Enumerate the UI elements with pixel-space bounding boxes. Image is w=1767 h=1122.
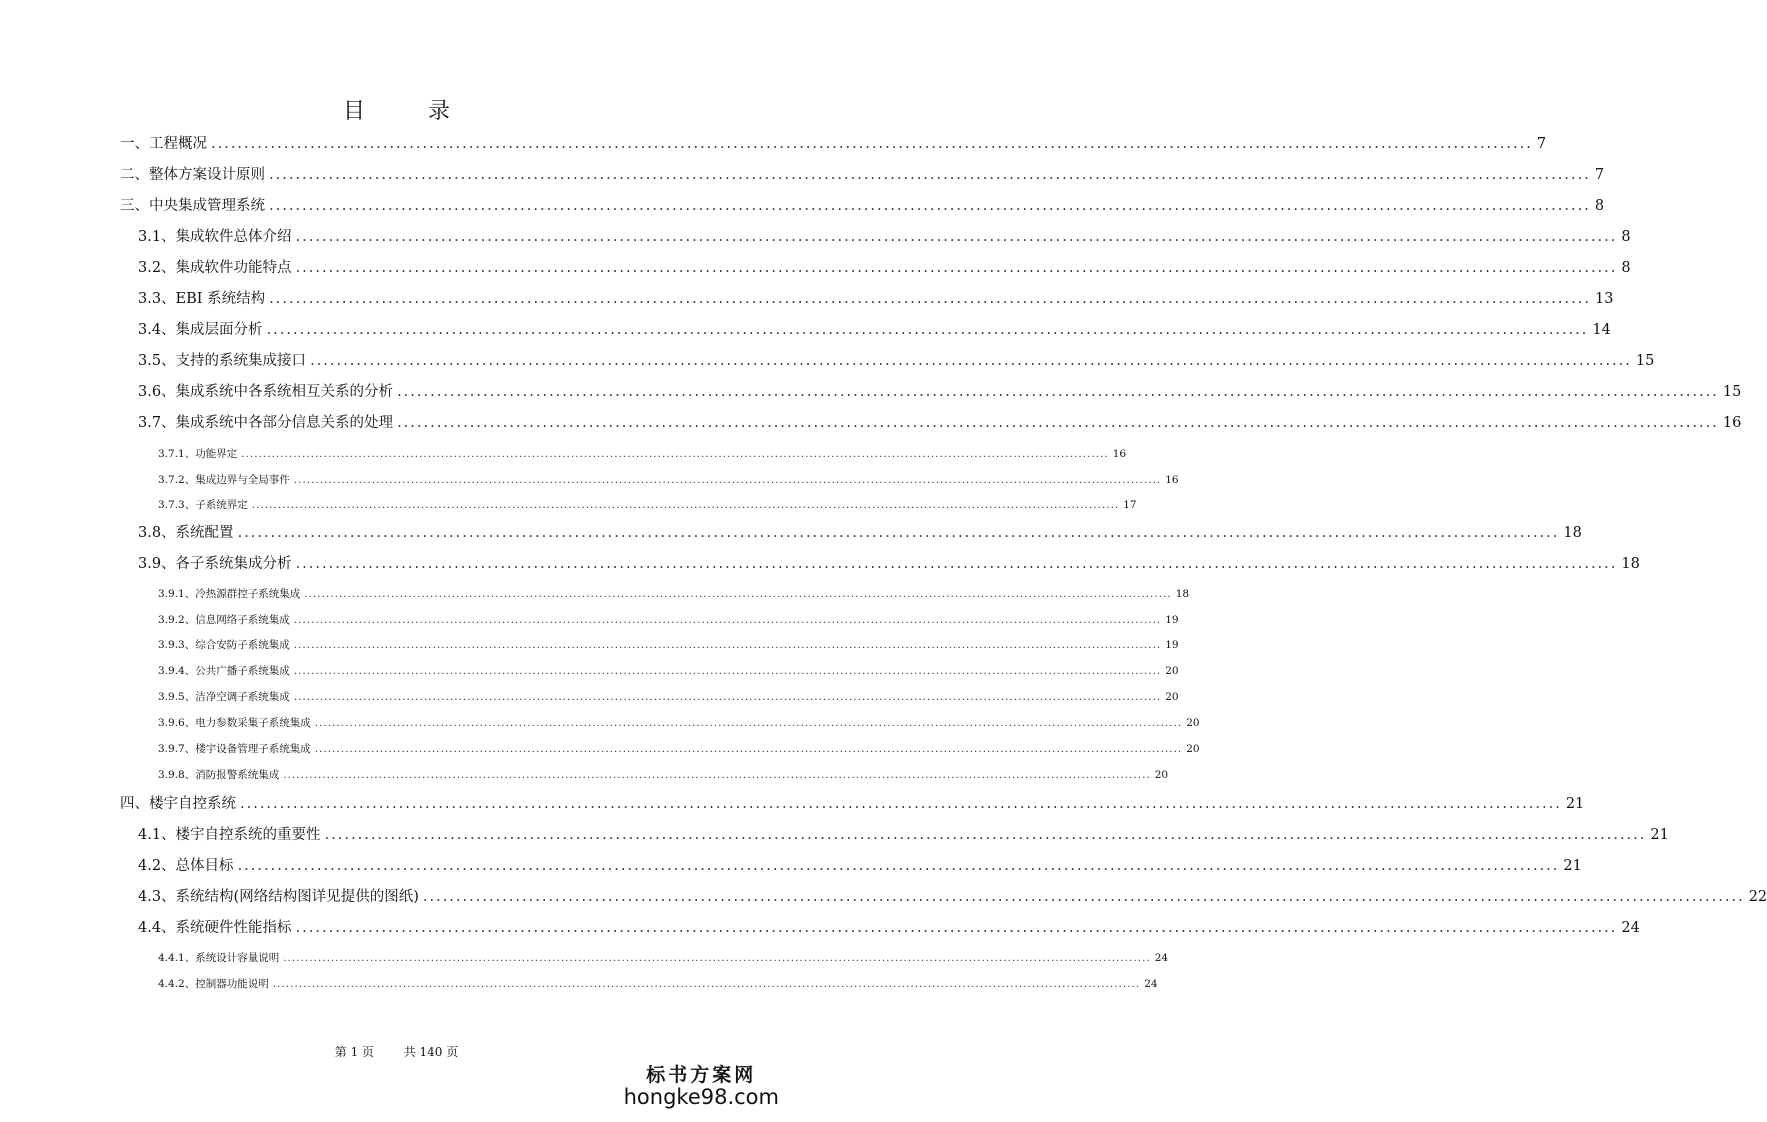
watermark-name: 标书方案网 xyxy=(646,1064,757,1086)
toc-leader-dots: ........................................................................................................................................................................................................ xyxy=(422,889,1745,905)
toc-entry-page: 8 xyxy=(1594,198,1605,214)
toc-entry-label: 3.1、集成软件总体介绍 xyxy=(138,229,292,245)
toc-leader-dots: ........................................................................................................................................................................................................ xyxy=(293,474,1162,486)
toc-entry[interactable] xyxy=(138,380,1742,401)
toc-entry-label: 4.4.1、系统设计容量说明 xyxy=(158,952,280,964)
toc-entry-page: 18 xyxy=(1621,556,1640,572)
toc-entry[interactable] xyxy=(158,446,1127,461)
toc-entry-label: 四、楼宇自控系统 xyxy=(120,796,236,812)
toc-entry[interactable] xyxy=(120,194,1605,215)
toc-entry-label: 3.9.3、综合安防子系统集成 xyxy=(158,639,290,651)
toc-entry-label: 3.7.1、功能界定 xyxy=(158,448,238,460)
toc-leader-dots: ........................................................................................................................................................................................................ xyxy=(295,556,1618,572)
toc-entry-page: 22 xyxy=(1748,889,1767,905)
toc-entry[interactable] xyxy=(158,715,1200,730)
toc-entry-label: 4.4.2、控制器功能说明 xyxy=(158,978,269,990)
toc-leader-dots: ........................................................................................................................................................................................................ xyxy=(314,717,1183,729)
toc-entry[interactable] xyxy=(138,318,1611,339)
toc-entry-label: 4.4、系统硬件性能指标 xyxy=(138,920,292,936)
toc-entry-page: 15 xyxy=(1635,353,1655,369)
toc-entry-label: 三、中央集成管理系统 xyxy=(120,198,265,214)
toc-entry-page: 21 xyxy=(1563,858,1582,874)
toc-entry-label: 4.3、系统结构(网络结构图详见提供的图纸) xyxy=(138,889,419,905)
toc-leader-dots: ........................................................................................................................................................................................................ xyxy=(269,198,1591,214)
toc-entry[interactable] xyxy=(138,552,1640,573)
page-footer xyxy=(0,1043,793,1060)
toc-entry-label: 3.7.3、子系统界定 xyxy=(158,499,248,511)
toc-leader-dots: ........................................................................................................................................................................................................ xyxy=(269,167,1591,183)
toc-leader-dots: ........................................................................................................................................................................................................ xyxy=(283,952,1151,964)
toc-leader-dots: ........................................................................................................................................................................................................ xyxy=(241,448,1109,460)
toc-entry[interactable] xyxy=(158,586,1190,601)
toc-entry-label: 3.8、系统配置 xyxy=(138,525,234,541)
toc-entry-label: 3.9、各子系统集成分析 xyxy=(138,556,292,572)
toc-entry-page: 8 xyxy=(1621,229,1631,245)
toc-leader-dots: ........................................................................................................................................................................................................ xyxy=(397,384,1719,400)
toc-leader-dots: ........................................................................................................................................................................................................ xyxy=(324,827,1647,843)
toc-entry-label: 3.2、集成软件功能特点 xyxy=(138,260,292,276)
toc-entry-page: 17 xyxy=(1123,499,1137,511)
toc-entry-label: 3.9.6、电力参数采集子系统集成 xyxy=(158,717,311,729)
toc-leader-dots: ........................................................................................................................................................................................................ xyxy=(272,978,1141,990)
toc-entry-page: 20 xyxy=(1165,691,1179,703)
toc-entry-page: 24 xyxy=(1144,978,1158,990)
watermark xyxy=(624,1060,779,1109)
toc-leader-dots: ........................................................................................................................................................................................................ xyxy=(237,858,1560,874)
total-pages: 共 140 页 xyxy=(403,1045,459,1059)
toc-entry-page: 20 xyxy=(1186,743,1200,755)
toc-entry[interactable] xyxy=(120,132,1547,153)
toc-entry-label: 4.1、楼宇自控系统的重要性 xyxy=(138,827,321,843)
toc-entry-label: 3.3、EBI 系统结构 xyxy=(138,291,266,307)
toc-leader-dots: ........................................................................................................................................................................................................ xyxy=(295,920,1618,936)
toc-entry-page: 21 xyxy=(1650,827,1669,843)
toc-leader-dots: ........................................................................................................................................................................................................ xyxy=(310,353,1632,369)
toc-leader-dots: ........................................................................................................................................................................................................ xyxy=(283,769,1151,781)
toc-entry[interactable] xyxy=(158,976,1158,991)
toc-entry[interactable] xyxy=(138,916,1640,937)
toc-leader-dots: ........................................................................................................................................................................................................ xyxy=(304,588,1172,600)
toc-entry-page: 7 xyxy=(1594,167,1605,183)
toc-entry-page: 16 xyxy=(1112,448,1127,460)
toc-entry-page: 16 xyxy=(1722,415,1742,431)
toc-leader-dots: ........................................................................................................................................................................................................ xyxy=(314,743,1183,755)
toc-entry-label: 3.9.8、消防报警系统集成 xyxy=(158,769,280,781)
toc-entry-label: 3.9.2、信息网络子系统集成 xyxy=(158,614,290,626)
toc-entry[interactable] xyxy=(158,612,1179,627)
toc-entry-page: 20 xyxy=(1154,769,1169,781)
toc-entry-label: 3.7.2、集成边界与全局事件 xyxy=(158,474,290,486)
toc-entry-page: 14 xyxy=(1592,322,1611,338)
toc-entry-page: 20 xyxy=(1165,665,1179,677)
toc-entry-label: 3.9.1、冷热源群控子系统集成 xyxy=(158,588,301,600)
toc-entry-page: 16 xyxy=(1165,474,1179,486)
toc-entry[interactable] xyxy=(158,472,1179,487)
toc-entry-label: 3.6、集成系统中各系统相互关系的分析 xyxy=(138,384,394,400)
toc-entry-label: 二、整体方案设计原则 xyxy=(120,167,265,183)
toc-leader-dots: ........................................................................................................................................................................................................ xyxy=(293,691,1162,703)
toc-entry[interactable] xyxy=(158,741,1200,756)
toc-entry[interactable] xyxy=(138,411,1742,432)
toc-leader-dots: ........................................................................................................................................................................................................ xyxy=(240,796,1562,812)
toc-entry[interactable] xyxy=(158,637,1179,652)
toc-entry-label: 3.9.4、公共广播子系统集成 xyxy=(158,665,290,677)
toc-entry-page: 13 xyxy=(1594,291,1614,307)
toc-entry-page: 15 xyxy=(1722,384,1742,400)
toc-entry[interactable] xyxy=(138,349,1655,370)
toc-entry-label: 3.7、集成系统中各部分信息关系的处理 xyxy=(138,415,394,431)
toc-entry-page: 7 xyxy=(1536,136,1547,152)
toc-entry[interactable] xyxy=(158,767,1169,782)
toc-entry[interactable] xyxy=(138,225,1631,246)
toc-entry[interactable] xyxy=(138,854,1582,875)
toc-entry-page: 18 xyxy=(1563,525,1582,541)
toc-entry-page: 8 xyxy=(1621,260,1631,276)
toc-entry-label: 一、工程概况 xyxy=(120,136,207,152)
toc-leader-dots: ........................................................................................................................................................................................................ xyxy=(293,639,1162,651)
toc-entry[interactable] xyxy=(138,287,1614,308)
toc-entry[interactable] xyxy=(158,950,1169,965)
toc-entry-label: 3.5、支持的系统集成接口 xyxy=(138,353,307,369)
toc-entry-page: 24 xyxy=(1621,920,1640,936)
page-number: 第 1 页 xyxy=(334,1045,375,1059)
toc-entry[interactable] xyxy=(158,663,1179,678)
toc-leader-dots: ........................................................................................................................................................................................................ xyxy=(237,525,1560,541)
toc-entry[interactable] xyxy=(138,885,1767,906)
toc-entry-label: 3.4、集成层面分析 xyxy=(138,322,263,338)
toc-entry[interactable] xyxy=(158,689,1179,704)
toc-entry-label: 3.9.5、洁净空调子系统集成 xyxy=(158,691,290,703)
toc-entry-page: 21 xyxy=(1565,796,1585,812)
toc-title: 目 录 xyxy=(343,99,478,124)
toc-entry[interactable] xyxy=(120,792,1585,813)
toc-entry[interactable] xyxy=(120,163,1605,184)
toc-leader-dots: ........................................................................................................................................................................................................ xyxy=(269,291,1591,307)
toc-leader-dots: ........................................................................................................................................................................................................ xyxy=(266,322,1589,338)
toc-leader-dots: ........................................................................................................................................................................................................ xyxy=(293,614,1162,626)
toc-entry-label: 4.2、总体目标 xyxy=(138,858,234,874)
toc-entry-page: 18 xyxy=(1175,588,1190,600)
toc-leader-dots: ........................................................................................................................................................................................................ xyxy=(251,499,1120,511)
toc-entry[interactable] xyxy=(158,497,1137,512)
toc-leader-dots: ........................................................................................................................................................................................................ xyxy=(295,260,1618,276)
toc-entry-page: 24 xyxy=(1154,952,1169,964)
toc-entry[interactable] xyxy=(138,521,1582,542)
toc-leader-dots: ........................................................................................................................................................................................................ xyxy=(293,665,1162,677)
toc-entry-label: 3.9.7、楼宇设备管理子系统集成 xyxy=(158,743,311,755)
toc-entry-page: 20 xyxy=(1186,717,1200,729)
toc-entry-page: 19 xyxy=(1165,614,1179,626)
toc-entry-page: 19 xyxy=(1165,639,1179,651)
toc-entry[interactable] xyxy=(138,823,1669,844)
toc-leader-dots: ........................................................................................................................................................................................................ xyxy=(397,415,1719,431)
toc-leader-dots: ........................................................................................................................................................................................................ xyxy=(295,229,1618,245)
toc-leader-dots: ........................................................................................................................................................................................................ xyxy=(211,136,1533,152)
watermark-url: hongke98.com xyxy=(623,1085,779,1109)
toc-entry[interactable] xyxy=(138,256,1631,277)
